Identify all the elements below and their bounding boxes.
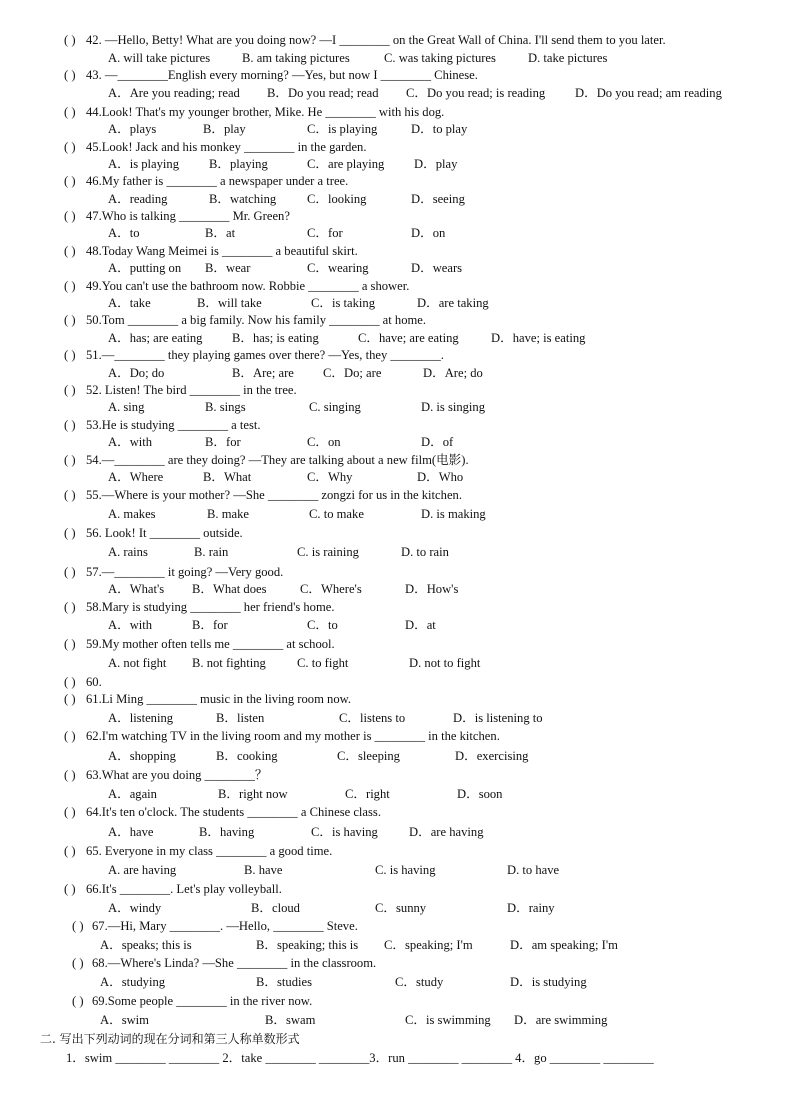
option-d[interactable]: D．are having [409, 824, 484, 839]
option-d[interactable]: D．am speaking; I'm [510, 937, 618, 952]
options-row [0, 191, 790, 209]
option-d[interactable]: D．are taking [417, 296, 489, 311]
verb-fill-text[interactable]: 1．swim ________ ________ 2．take ________ ________3．run ________ ________ 4．go ________ ________ [66, 1051, 654, 1066]
option-c[interactable]: C. singing [309, 400, 361, 415]
question-text: 62.I'm watching TV in the living room and my mother is ________ in the kitchen. [86, 729, 500, 744]
option-b[interactable]: B. sings [205, 400, 246, 415]
options-row [0, 748, 790, 768]
option-b[interactable]: B．What does [192, 582, 267, 597]
option-b[interactable]: B．speaking; this is [256, 937, 359, 952]
option-c[interactable]: C．Why [307, 470, 353, 485]
option-c[interactable]: C．Do; are [323, 365, 382, 380]
option-c[interactable]: C．Do you read; is reading [406, 86, 546, 101]
question-stem [0, 278, 790, 295]
question-text: 68.—Where's Linda? —She ________ in the classroom. [92, 956, 377, 971]
question-stem [0, 139, 790, 156]
option-c[interactable]: C．listens to [339, 710, 406, 725]
option-b[interactable]: B. not fighting [192, 655, 266, 670]
option-a[interactable]: A. sing [108, 400, 145, 415]
answer-bracket[interactable]: ( ) [64, 104, 76, 119]
question-text: 47.Who is talking ________ Mr. Green? [86, 209, 290, 224]
option-a[interactable]: A．swim [100, 1012, 149, 1027]
option-b[interactable]: B．play [203, 122, 246, 137]
answer-bracket[interactable]: ( ) [64, 564, 76, 579]
verb-fill-row [0, 1049, 790, 1068]
option-a[interactable]: A. makes [108, 506, 156, 521]
option-c[interactable]: C．is having [311, 824, 378, 839]
option-d[interactable]: D．How's [405, 582, 459, 597]
option-c[interactable]: C．wearing [307, 261, 369, 276]
option-a[interactable]: A. not fight [108, 655, 167, 670]
option-c[interactable]: C．is swimming [405, 1012, 491, 1027]
options-row [0, 156, 790, 173]
option-b[interactable]: B．Do you read; read [267, 86, 379, 101]
option-b[interactable]: B．for [205, 435, 241, 450]
question-stem [0, 312, 790, 330]
answer-bracket[interactable]: ( ) [64, 243, 76, 258]
question-text: 54.—________ are they doing? —They are talking about a new film(电影). [86, 452, 469, 467]
question-text: 53.He is studying ________ a test. [86, 417, 261, 432]
option-d[interactable]: D．Are; do [423, 365, 483, 380]
option-a[interactable]: A．putting on [108, 261, 182, 276]
question-stem [0, 955, 790, 974]
option-c[interactable]: C．is taking [311, 296, 376, 311]
options-row [0, 617, 790, 636]
option-b[interactable]: B. make [207, 506, 249, 521]
option-a[interactable]: A．take [108, 296, 151, 311]
options-row [0, 295, 790, 312]
options-row [0, 121, 790, 139]
option-a[interactable]: A. rains [108, 545, 148, 560]
option-d[interactable]: D．seeing [411, 191, 465, 206]
option-a[interactable]: A．listening [108, 710, 174, 725]
options-row [0, 581, 790, 599]
answer-bracket[interactable]: ( ) [64, 692, 76, 707]
question-text: 63.What are you doing ________？ [86, 768, 268, 783]
options-row [0, 824, 790, 844]
option-b[interactable]: B．wear [205, 261, 251, 276]
option-d[interactable]: D. to rain [401, 545, 449, 560]
question-text: 48.Today Wang Meimei is ________ a beautiful skirt. [86, 243, 358, 258]
option-a[interactable]: A．has; are eating [108, 330, 203, 345]
options-row [0, 434, 790, 451]
option-d[interactable]: D. is making [421, 506, 486, 521]
question-text: 45.Look! Jack and his monkey ________ in the garden. [86, 139, 367, 154]
answer-bracket[interactable]: ( ) [64, 768, 76, 783]
question-text: 44.Look! That's my younger brother, Mike. He ________ with his dog. [86, 104, 445, 119]
option-a[interactable]: A．windy [108, 900, 162, 915]
question-stem [0, 691, 790, 710]
answer-bracket[interactable]: ( ) [64, 525, 76, 540]
question-stem [0, 728, 790, 748]
option-d[interactable]: D. is singing [421, 400, 486, 415]
option-d[interactable]: D．exercising [455, 748, 529, 763]
options-row [0, 260, 790, 278]
question-text: 46.My father is ________ a newspaper under a tree. [86, 174, 349, 189]
answer-bracket[interactable]: ( ) [64, 487, 76, 502]
option-d[interactable]: D．on [411, 226, 446, 241]
answer-bracket[interactable]: ( ) [64, 417, 76, 432]
option-d[interactable]: D．play [414, 156, 458, 171]
question-text: 50.Tom ________ a big family. Now his family ________ at home. [86, 313, 427, 328]
option-b[interactable]: B. have [244, 863, 283, 878]
answer-bracket[interactable]: ( ) [64, 805, 76, 820]
option-a[interactable]: A．Do; do [108, 365, 165, 380]
option-c[interactable]: C．on [307, 435, 341, 450]
option-c[interactable]: C．for [307, 226, 343, 241]
question-text: 66.It's ________. Let's play volleyball. [86, 882, 282, 897]
option-c[interactable]: C．looking [307, 191, 367, 206]
option-d[interactable]: D．is studying [510, 975, 587, 990]
option-a[interactable]: A．again [108, 786, 157, 801]
question-text: 58.Mary is studying ________ her friend's home. [86, 599, 335, 614]
question-stem [0, 636, 790, 655]
option-c[interactable]: C．speaking; I'm [384, 937, 473, 952]
option-a[interactable]: A．Where [108, 470, 164, 485]
option-d[interactable]: D．Who [417, 470, 464, 485]
option-d[interactable]: D．have; is eating [491, 330, 586, 345]
question-stem [0, 173, 790, 191]
answer-bracket[interactable]: ( ) [64, 278, 76, 293]
question-text: 42. —Hello, Betty! What are you doing now? —I ________ on the Great Wall of China. I'll send them to you later. [86, 33, 666, 47]
options-row [0, 937, 790, 956]
section-title: 二. 写出下列动词的现在分词和第三人称单数形式 [40, 1032, 300, 1047]
option-c[interactable]: C. is having [375, 863, 436, 878]
question-text: 57.—________ it going? —Very good. [86, 564, 284, 579]
question-text: 51.—________ they playing games over there? —Yes, they ________. [86, 348, 444, 363]
option-b[interactable]: B．for [192, 618, 228, 633]
option-b[interactable]: B．studies [256, 975, 312, 990]
answer-bracket[interactable]: ( ) [64, 348, 76, 363]
answer-bracket[interactable]: ( ) [64, 68, 76, 82]
options-row [0, 225, 790, 242]
answer-bracket[interactable]: ( ) [64, 674, 76, 689]
option-c[interactable]: C．to [307, 618, 338, 633]
option-b[interactable]: B．at [205, 226, 236, 241]
option-c[interactable]: C. is raining [297, 545, 359, 560]
options-row [0, 330, 790, 348]
answer-bracket[interactable]: ( ) [64, 382, 76, 397]
question-text: 65. Everyone in my class ________ a good time. [86, 844, 333, 859]
options-row [0, 399, 790, 417]
option-b[interactable]: B．What [203, 470, 252, 485]
option-d[interactable]: D．rainy [507, 900, 555, 915]
question-stem [0, 452, 790, 470]
question-stem [0, 243, 790, 261]
option-c[interactable]: C．are playing [307, 156, 385, 171]
question-stem [0, 881, 790, 900]
option-d[interactable]: D．are swimming [514, 1012, 608, 1027]
answer-bracket[interactable]: ( ) [64, 174, 76, 189]
options-row [0, 365, 790, 382]
question-stem [0, 993, 790, 1012]
question-stem [0, 843, 790, 862]
question-stem [0, 67, 790, 85]
option-a[interactable]: A．have [108, 824, 154, 839]
option-d[interactable]: D．is listening to [453, 710, 543, 725]
option-c[interactable]: C. to make [309, 506, 364, 521]
option-d[interactable]: D. to have [507, 863, 560, 878]
question-stem [0, 32, 790, 50]
option-a[interactable]: A．plays [108, 122, 157, 137]
option-d[interactable]: D．at [405, 618, 436, 633]
options-row [0, 469, 790, 487]
question-stem [0, 382, 790, 400]
question-stem [0, 104, 790, 122]
answer-bracket[interactable]: ( ) [64, 313, 76, 328]
options-row [0, 786, 790, 805]
question-text: 64.It's ten o'clock. The students ________ a Chinese class. [86, 805, 381, 820]
question-text: 59.My mother often tells me ________ at school. [86, 636, 335, 651]
options-row [0, 506, 790, 525]
options-row [0, 974, 790, 993]
question-stem [0, 417, 790, 434]
question-stem [0, 599, 790, 618]
option-a[interactable]: A．with [108, 618, 153, 633]
option-c[interactable]: C．have; are eating [358, 330, 459, 345]
question-text: 56. Look! It ________ outside. [86, 525, 243, 540]
option-a[interactable]: A．with [108, 435, 153, 450]
question-stem [0, 208, 790, 225]
answer-bracket[interactable]: ( ) [64, 139, 76, 154]
option-b[interactable]: B. am taking pictures [242, 50, 350, 65]
worksheet-page [0, 32, 790, 1068]
option-d[interactable]: D．wears [411, 261, 463, 276]
answer-bracket[interactable]: ( ) [64, 599, 76, 614]
answer-bracket[interactable]: ( ) [64, 209, 76, 224]
option-b[interactable]: B．playing [209, 156, 268, 171]
option-c[interactable]: C．Where's [300, 582, 362, 597]
answer-bracket[interactable]: ( ) [72, 956, 84, 971]
question-stem [0, 525, 790, 545]
option-d[interactable]: D．of [421, 435, 454, 450]
answer-bracket[interactable]: ( ) [72, 994, 84, 1009]
option-a[interactable]: A．is playing [108, 156, 180, 171]
question-text: 69.Some people ________ in the river now. [92, 994, 313, 1009]
options-row [0, 1012, 790, 1031]
question-stem [0, 564, 790, 582]
options-row [0, 900, 790, 919]
option-a[interactable]: A．shopping [108, 748, 176, 763]
option-a[interactable]: A．to [108, 226, 140, 241]
option-a[interactable]: A．studying [100, 975, 166, 990]
option-c[interactable]: C．sunny [375, 900, 427, 915]
option-c[interactable]: C．sleeping [337, 748, 400, 763]
option-b[interactable]: B．having [199, 824, 255, 839]
option-c[interactable]: C. to fight [297, 655, 349, 670]
question-text: 52. Listen! The bird ________ in the tree. [86, 382, 297, 397]
question-stem [0, 347, 790, 364]
options-row [0, 655, 790, 674]
option-a[interactable]: A．What's [108, 582, 165, 597]
option-c[interactable]: C．study [395, 975, 444, 990]
answer-bracket[interactable]: ( ) [64, 452, 76, 467]
answer-bracket[interactable]: ( ) [64, 882, 76, 897]
option-a[interactable]: A. are having [108, 863, 177, 878]
question-text: 49.You can't use the bathroom now. Robbie ________ a shower. [86, 278, 410, 293]
question-stem [0, 804, 790, 824]
option-d[interactable]: D．soon [457, 786, 503, 801]
option-d[interactable]: D．to play [411, 122, 468, 137]
option-d[interactable]: D. take pictures [528, 50, 608, 65]
question-text: 60. [86, 674, 102, 689]
question-text: 67.—Hi, Mary ________. —Hello, ________ Steve. [92, 919, 358, 934]
question-stem [0, 487, 790, 506]
option-a[interactable]: A．speaks; this is [100, 937, 192, 952]
options-row [0, 710, 790, 729]
options-row [0, 862, 790, 881]
options-row [0, 85, 790, 103]
option-c[interactable]: C．is playing [307, 122, 378, 137]
option-c[interactable]: C. was taking pictures [384, 50, 496, 65]
question-stem [0, 674, 790, 692]
option-a[interactable]: A．reading [108, 191, 168, 206]
option-b[interactable]: B．Are; are [232, 365, 294, 380]
option-a[interactable]: A．Are you reading; read [108, 86, 240, 101]
options-row [0, 50, 790, 68]
option-a[interactable]: A. will take pictures [108, 50, 211, 65]
option-b[interactable]: B．swam [265, 1012, 316, 1027]
option-b[interactable]: B. rain [194, 545, 229, 560]
question-stem [0, 767, 790, 786]
question-text: 43. —________English every morning? —Yes, but now I ________ Chinese. [86, 68, 478, 82]
option-b[interactable]: B．cooking [216, 748, 278, 763]
option-c[interactable]: C．right [345, 786, 390, 801]
answer-bracket[interactable]: ( ) [64, 729, 76, 744]
answer-bracket[interactable]: ( ) [64, 33, 76, 47]
option-b[interactable]: B．right now [218, 786, 288, 801]
question-stem [0, 918, 790, 937]
options-row [0, 544, 790, 564]
answer-bracket[interactable]: ( ) [64, 844, 76, 859]
answer-bracket[interactable]: ( ) [64, 636, 76, 651]
option-b[interactable]: B．will take [197, 296, 262, 311]
option-b[interactable]: B．cloud [251, 900, 300, 915]
section-heading [0, 1030, 790, 1049]
option-b[interactable]: B．listen [216, 710, 265, 725]
option-d[interactable]: D. not to fight [409, 655, 481, 670]
answer-bracket[interactable]: ( ) [72, 919, 84, 934]
option-b[interactable]: B．has; is eating [232, 330, 319, 345]
question-text: 55.—Where is your mother? —She ________ zongzi for us in the kitchen. [86, 487, 462, 502]
question-text: 61.Li Ming ________ music in the living room now. [86, 692, 352, 707]
option-d[interactable]: D．Do you read; am reading [575, 86, 722, 101]
option-b[interactable]: B．watching [209, 191, 277, 206]
